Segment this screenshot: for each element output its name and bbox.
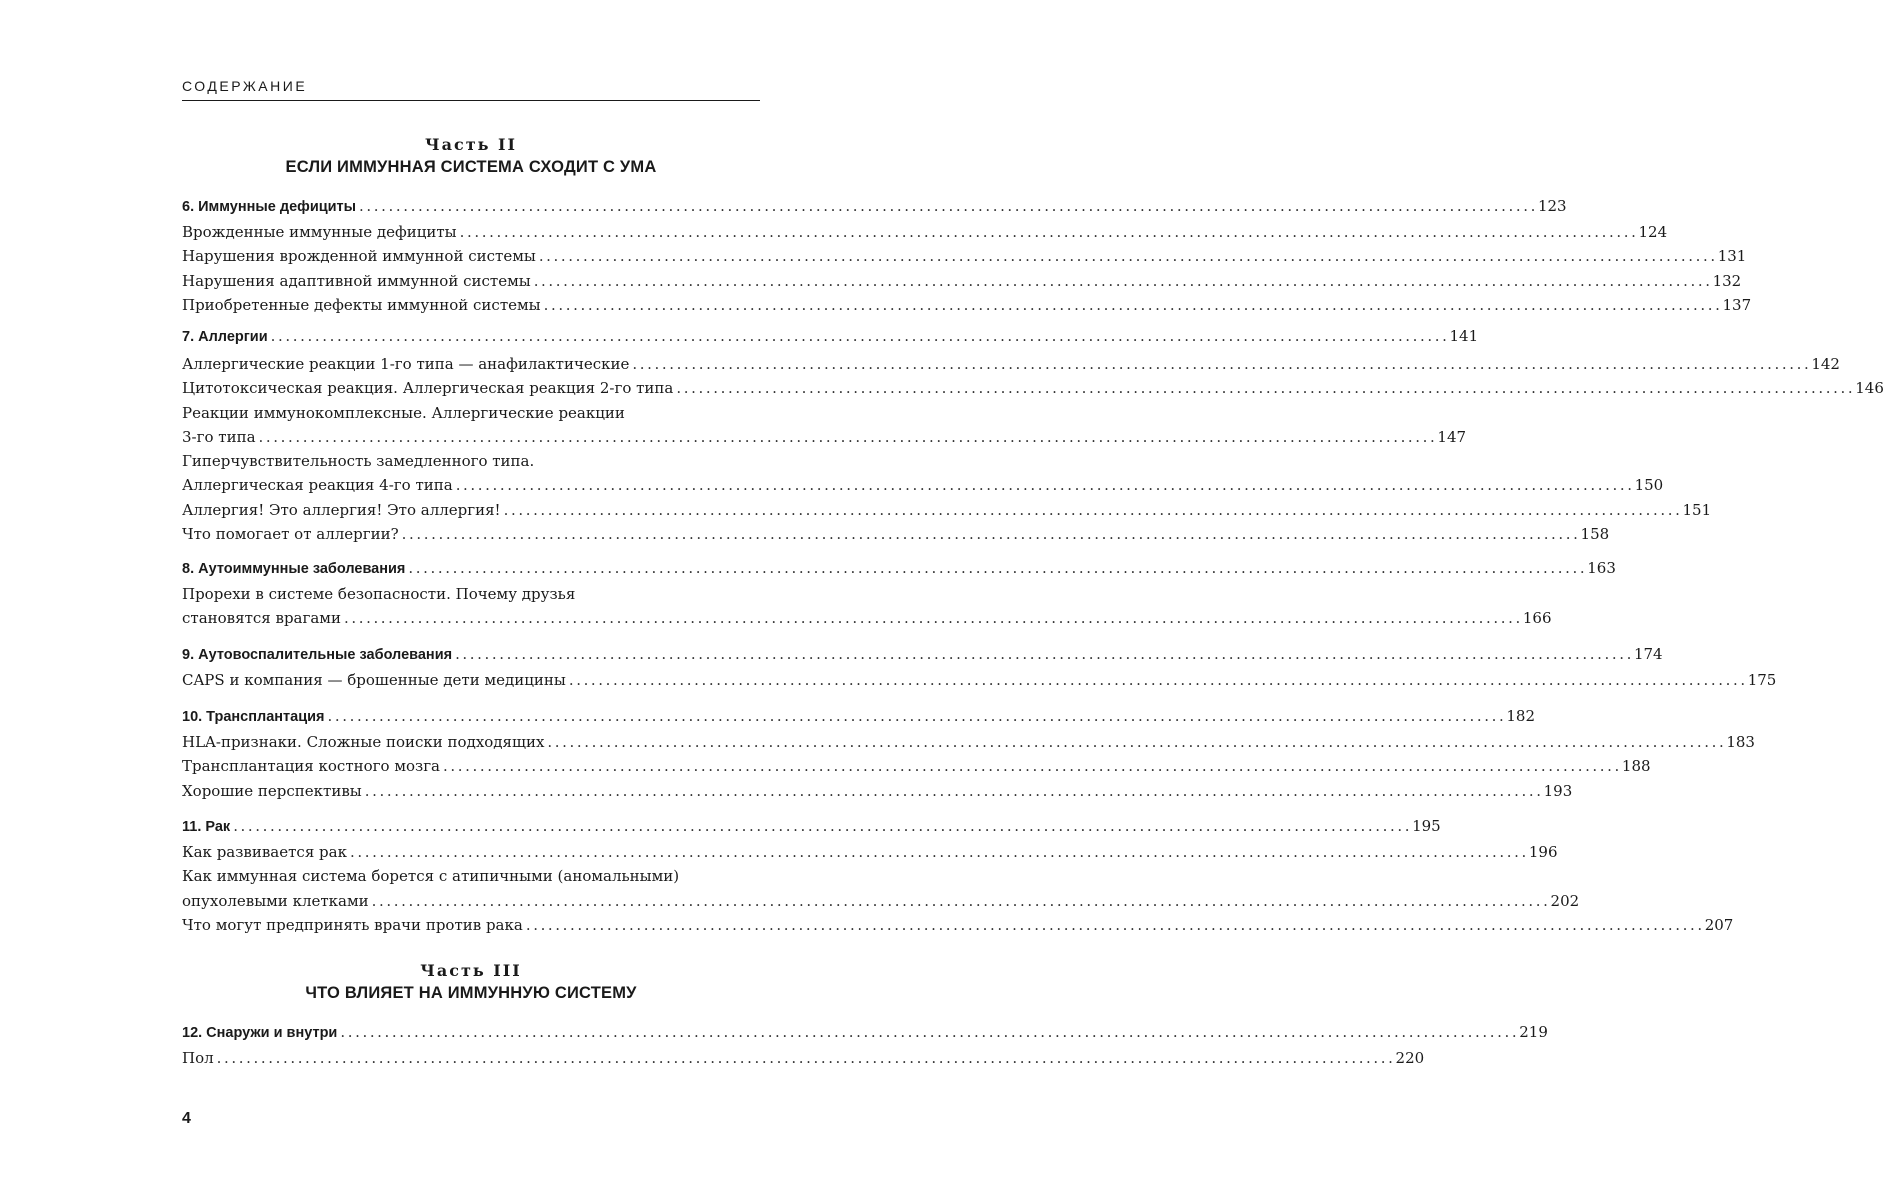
page-number: 182 [1506,707,1536,725]
page-folio: 4 [182,1110,191,1127]
toc-chapter-6[interactable]: 6. Иммунные дефициты ................................................................................................................................................................ 123 [182,194,760,218]
page-number: 202 [1550,891,1580,910]
chapter-8-entries [182,582,1552,631]
chapter-12-block [182,1020,1548,1044]
chapter-10-entries [182,730,1755,803]
page-number: 166 [1522,609,1552,628]
toc-chapter-11[interactable]: 11. Рак ................................................................................................................................................................ 195 [182,814,760,838]
page-number: 193 [1543,781,1573,800]
chapter-title: 11. Рак [182,819,231,835]
page-number: 195 [1412,817,1441,835]
chapter-7-entries [182,352,1884,546]
page-number: 207 [1704,915,1734,934]
toc-entry[interactable]: 3-го типа ................................................................................................................................................................ 147 [182,425,760,449]
toc-entry[interactable]: Пол ................................................................................................................................................................ 220 [182,1046,760,1070]
toc-entry[interactable]: Что помогает от аллергии? ................................................................................................................................................................ 158 [182,522,760,546]
toc-chapter-9[interactable]: 9. Аутовоспалительные заболевания ................................................................................................................................................................ 174 [182,642,760,666]
toc-entry[interactable]: Что могут предпринять врачи против рака ................................................................................................................................................................ 207 [182,913,760,937]
page-number: 137 [1722,295,1752,314]
toc-entry[interactable]: Аллергия! Это аллергия! Это аллергия! ................................................................................................................................................................ 151 [182,498,760,522]
page-number: 174 [1633,645,1663,663]
chapter-12-entries [182,1046,1425,1070]
toc-chapter-7[interactable]: 7. Аллергии ................................................................................................................................................................ 141 [182,324,760,348]
part-2-title: ЕСЛИ ИММУННАЯ СИСТЕМА СХОДИТ С УМА [285,158,657,176]
toc-entry[interactable]: Аллергическая реакция 4-го типа ................................................................................................................................................................ 150 [182,473,760,497]
toc-entry[interactable]: Трансплантация костного мозга ................................................................................................................................................................ 188 [182,754,760,778]
chapter-9-block [182,642,1663,666]
chapter-title: 6. Иммунные дефициты [182,199,357,215]
toc-chapter-12[interactable]: 12. Снаружи и внутри ................................................................................................................................................................ 219 [182,1020,760,1044]
chapter-6-block [182,194,1567,218]
toc-entry-line1[interactable]: Прорехи в системе безопасности. Почему друзья [182,585,576,603]
chapter-11-entries [182,840,1734,937]
part-3-label: Часть III [420,961,522,980]
toc-entry[interactable]: становятся врагами ................................................................................................................................................................ 166 [182,606,760,630]
chapter-title: 10. Трансплантация [182,709,325,725]
running-head: СОДЕРЖАНИЕ [182,78,308,94]
chapter-title: 9. Аутовоспалительные заболевания [182,647,453,663]
chapter-7-block [182,324,1479,348]
chapter-title: 7. Аллергии [182,329,268,345]
page-number: 163 [1587,559,1616,577]
part-2-heading [182,134,760,178]
part-3-title: ЧТО ВЛИЯЕТ НА ИММУННУЮ СИСТЕМУ [305,984,637,1002]
page-number: 142 [1811,355,1840,373]
chapter-11-block [182,814,1441,838]
page-number: 151 [1682,500,1712,519]
page-number: 158 [1580,525,1610,544]
toc-entry-line1[interactable]: Реакции иммунокомплексные. Аллергические реакции [182,403,625,422]
page-number: 132 [1712,271,1742,290]
toc-entry[interactable]: Врожденные иммунные дефициты ................................................................................................................................................................ 124 [182,220,760,244]
toc-entry[interactable]: Цитотоксическая реакция. Аллергическая реакция 2-го типа ................................................................................................................................................................ 146 [182,376,760,400]
page-number: 196 [1528,843,1558,861]
toc-entry[interactable]: Нарушения врожденной иммунной системы ................................................................................................................................................................ 131 [182,244,760,268]
chapter-10-block [182,704,1536,728]
header-rule [182,100,760,101]
page-number: 131 [1717,247,1747,266]
page-number: 141 [1449,327,1479,345]
toc-entry[interactable]: Приобретенные дефекты иммунной системы ................................................................................................................................................................ 137 [182,293,760,317]
toc-entry[interactable]: HLA-признаки. Сложные поиски подходящих ................................................................................................................................................................ 183 [182,730,760,754]
toc-entry[interactable]: Нарушения адаптивной иммунной системы ................................................................................................................................................................ 132 [182,269,760,293]
chapter-8-block [182,556,1616,580]
page-number: 188 [1621,757,1651,776]
page-number: 175 [1747,671,1777,689]
toc-chapter-8[interactable]: 8. Аутоиммунные заболевания ................................................................................................................................................................ 163 [182,556,760,580]
toc-page [182,0,1884,1200]
page-number: 150 [1634,476,1664,495]
page-number: 219 [1519,1023,1548,1041]
page-number: 183 [1726,733,1755,751]
chapter-9-entries [182,668,1777,692]
page-number: 123 [1537,197,1567,215]
chapter-title: 8. Аутоиммунные заболевания [182,561,406,577]
toc-chapter-10[interactable]: 10. Трансплантация ................................................................................................................................................................ 182 [182,704,760,728]
toc-entry[interactable]: CAPS и компания — брошенные дети медицины ................................................................................................................................................................ 175 [182,668,760,692]
toc-entry[interactable]: Как развивается рак ................................................................................................................................................................ 196 [182,840,760,864]
toc-entry-line1[interactable]: Гиперчувствительность замедленного типа. [182,452,535,471]
part-3-heading [182,960,760,1004]
part-2-label: Часть II [424,135,518,154]
toc-entry[interactable]: Хорошие перспективы ................................................................................................................................................................ 193 [182,779,760,803]
toc-entry[interactable]: опухолевыми клетками ................................................................................................................................................................ 202 [182,889,760,913]
toc-entry-line1[interactable]: Как иммунная система борется с атипичными (аномальными) [182,867,680,886]
page-number: 146 [1855,379,1884,398]
page-number: 124 [1638,223,1668,241]
toc-entry[interactable]: Аллергические реакции 1-го типа — анафилактические ................................................................................................................................................................ 142 [182,352,760,376]
page-number: 220 [1395,1049,1425,1067]
chapter-6-entries [182,220,1752,317]
chapter-title: 12. Снаружи и внутри [182,1025,338,1041]
page-number: 147 [1437,427,1467,446]
